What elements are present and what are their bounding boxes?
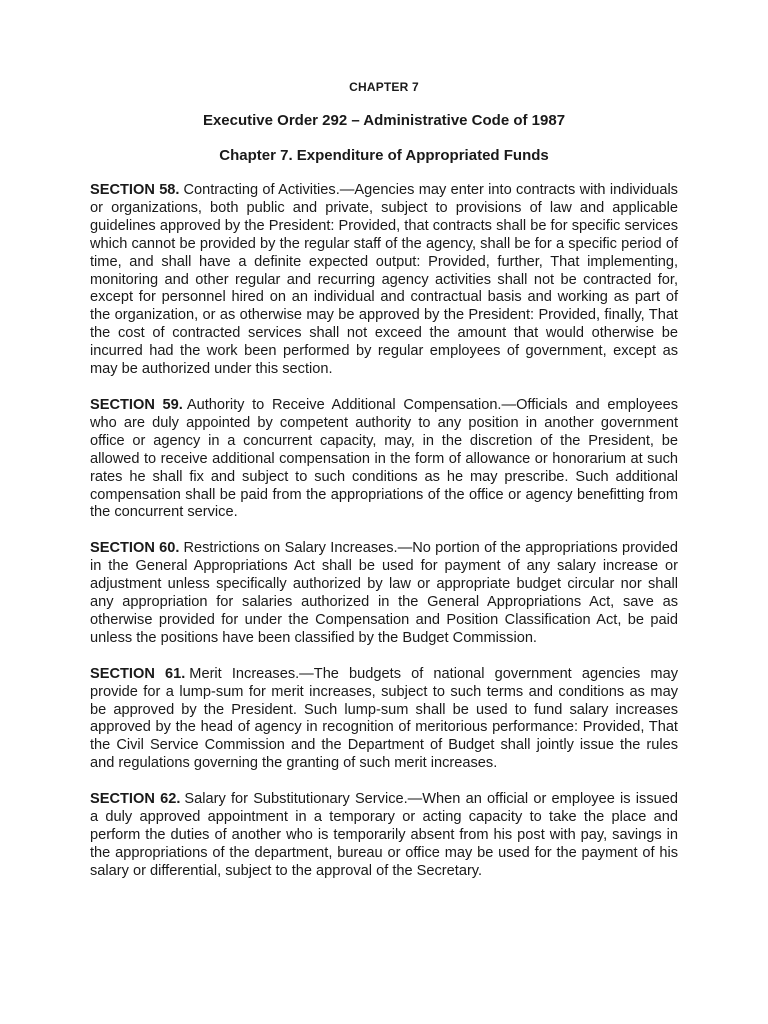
section-text: Salary for Substitutionary Service.—When an official or employee is issued a duly approved appointment in a temporary or acting capacity to take the place and perform the duties of another who is temporarily absent from his post with pay, savings in the appropriations of the department, bureau or office may be used for the payment of his salary or differential, subject to the approval of the Secretary.: [90, 791, 678, 879]
section-text: Merit Increases.—The budgets of national government agencies may provide for a lump-sum for merit increases, subject to such terms and conditions as may be approved by the President. Such lump-sum shall be used to fund salary increases approved by the head of agency in recognition of meritorious performance: Provided, That the Civil Service Commission and the Department of Budget shall jointly issue the rules and regulations governing the granting of such merit increases.: [90, 665, 678, 772]
document-title: Executive Order 292 – Administrative Code of 1987: [202, 112, 566, 129]
section-number: SECTION 58.: [90, 182, 180, 198]
section-59: [90, 397, 678, 522]
section-58: [90, 182, 678, 379]
document-subtitle: Chapter 7. Expenditure of Appropriated Funds: [219, 147, 549, 164]
section-62: [90, 791, 678, 881]
section-number: SECTION 61.: [90, 665, 186, 682]
section-text: Authority to Receive Additional Compensation.—Officials and employees who are duly appointed by competent authority to any position in another government office or agency in a concurrent capacity, may, in the discretion of the President, be allowed to receive additional compensation in the form of allowance or honorarium at such rates he shall fix and subject to such conditions as he may prescribe. Such additional compensation shall be paid from the appropriations of the office or agency benefitting from the concurrent service.: [90, 396, 678, 521]
section-number: SECTION 59.: [90, 396, 183, 413]
section-number: SECTION 60.: [90, 540, 180, 557]
section-number: SECTION 62.: [90, 791, 181, 808]
section-60: [90, 540, 678, 647]
section-text: Contracting of Activities.—Agencies may enter into contracts with individuals or organizations, both public and private, subject to provisions of law and applicable guidelines approved by the President: Provided, that contracts shall be for specific services which cannot be provided by the regular staff of the agency, shall be for a specific period of time, and shall have a definite expected output: Provided, further, That implementing, monitoring and other regular and recurring agency activities shall not be contracted for, except for personnel hired on an individual and contractual basis and working as part of the organization, or as otherwise may be approved by the President: Provided, finally, That the cost of contracted services shall not exceed the amount that would otherwise be incurred had the work been performed by regular employees of government, except as may be authorized under this section.: [90, 182, 678, 378]
chapter-label: CHAPTER 7: [349, 80, 419, 94]
section-61: [90, 666, 678, 773]
section-text: Restrictions on Salary Increases.—No portion of the appropriations provided in the General Appropriations Act shall be used for payment of any salary increase or adjustment unless specifically authorized by law or appropriate budget circular nor shall any appropriation for salaries authorized in the General Appropriations Act, save as otherwise provided for under the Compensation and Position Classification Act, be paid unless the positions have been classified by the Budget Commission.: [90, 540, 678, 646]
